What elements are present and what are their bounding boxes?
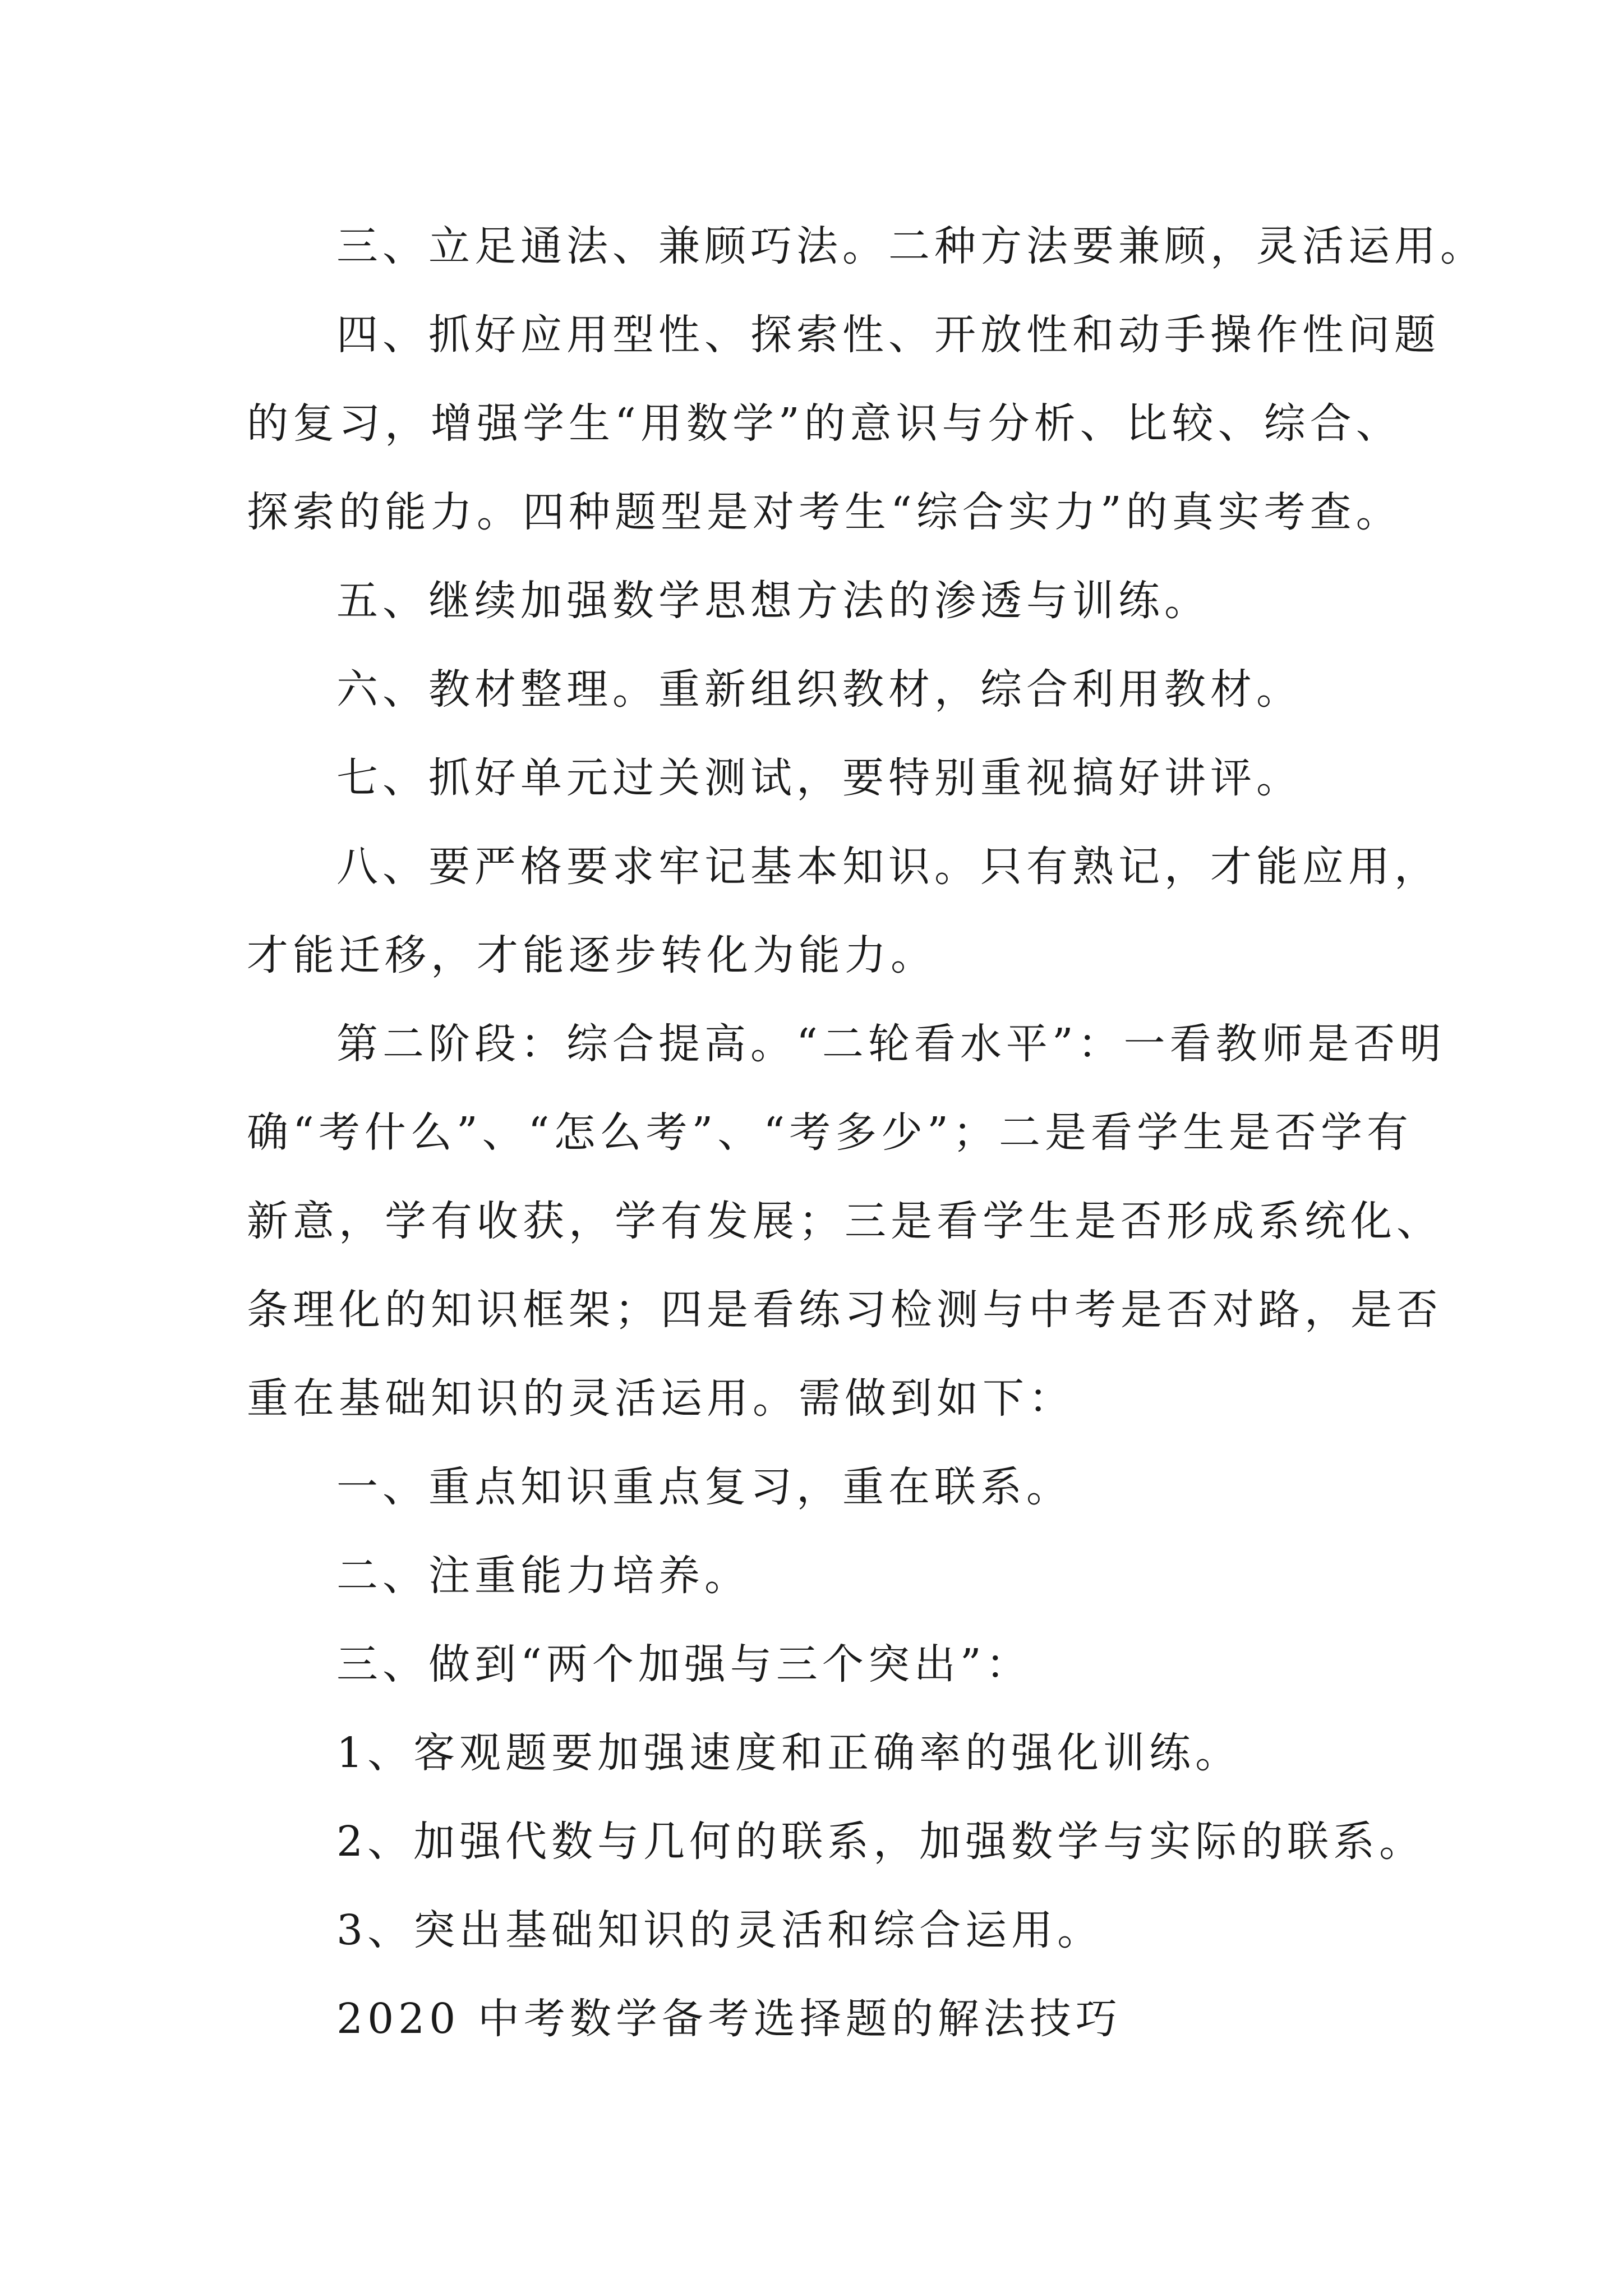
paragraph-line: 八、要严格要求牢记基本知识。只有熟记，才能应用， [336, 843, 1440, 891]
paragraph-line: 新意，学有收获，学有发展；三是看学生是否形成系统化、 [247, 1197, 1442, 1245]
paragraph-line: 三、做到“两个加强与三个突出”： [336, 1640, 1032, 1688]
paragraph-line: 确“考什么”、“怎么考”、“考多少”；二是看学生是否学有 [247, 1108, 1413, 1157]
paragraph-line: 1、客观题要加强速度和正确率的强化训练。 [336, 1729, 1242, 1777]
paragraph-line: 三、立足通法、兼顾巧法。二种方法要兼顾，灵活运用。 [336, 222, 1486, 270]
paragraph-line: 四、抓好应用型性、探索性、开放性和动手操作性问题 [336, 311, 1440, 359]
paragraph-line: 条理化的知识框架；四是看练习检测与中考是否对路，是否 [247, 1286, 1442, 1334]
paragraph-line: 的复习，增强学生“用数学”的意识与分析、比较、综合、 [247, 399, 1402, 448]
paragraph-line: 2、加强代数与几何的联系，加强数学与实际的联系。 [336, 1818, 1426, 1866]
paragraph-line: 才能迁移，才能逐步转化为能力。 [247, 931, 937, 979]
paragraph-line: 五、继续加强数学思想方法的渗透与训练。 [336, 577, 1210, 625]
paragraph-line: 第二阶段：综合提高。“二轮看水平”：一看教师是否明 [336, 1020, 1446, 1068]
paragraph-line: 重在基础知识的灵活运用。需做到如下： [247, 1374, 1075, 1423]
paragraph-line: 六、教材整理。重新组织教材，综合利用教材。 [336, 665, 1302, 714]
paragraph-line: 二、注重能力培养。 [336, 1552, 750, 1600]
paragraph-line: 一、重点知识重点复习，重在联系。 [336, 1463, 1072, 1511]
document-body [247, 202, 1486, 2063]
paragraph-line: 探索的能力。四种题型是对考生“综合实力”的真实考查。 [247, 488, 1402, 536]
paragraph-line: 3、突出基础知识的灵活和综合运用。 [336, 1906, 1104, 1954]
section-heading: 2020 中考数学备考选择题的解法技巧 [336, 1995, 1122, 2043]
paragraph-line: 七、抓好单元过关测试，要特别重视搞好讲评。 [336, 754, 1302, 802]
